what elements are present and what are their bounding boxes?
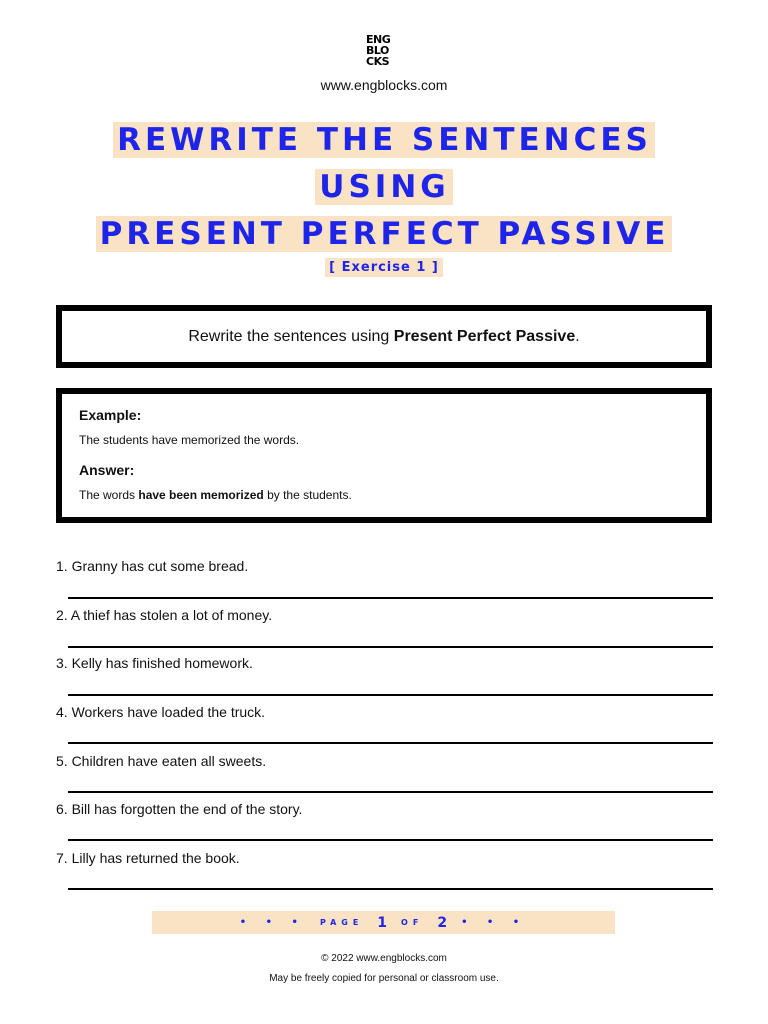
of-word: OF bbox=[401, 918, 424, 927]
answer-line-1[interactable] bbox=[68, 597, 713, 599]
title-line-3 bbox=[0, 216, 768, 252]
footer-note: May be freely copied for personal or classroom use. bbox=[269, 973, 499, 984]
answer-line-6[interactable] bbox=[68, 839, 713, 841]
dots-right: • • • bbox=[461, 917, 528, 928]
answer-suffix: by the students. bbox=[263, 488, 352, 502]
exercise-text: [ Exercise 1 ] bbox=[325, 258, 443, 277]
title-text: REWRITE THE SENTENCES bbox=[113, 122, 655, 158]
instruction-text bbox=[188, 328, 579, 346]
answer-line-5[interactable] bbox=[68, 791, 713, 793]
question-2: 2. A thief has stolen a lot of money. bbox=[56, 607, 273, 623]
answer-text bbox=[79, 488, 352, 502]
dots-left: • • • bbox=[239, 917, 306, 928]
answer-line-2[interactable] bbox=[68, 646, 713, 648]
question-6: 6. Bill has forgotten the end of the story. bbox=[56, 801, 303, 817]
title-text: USING bbox=[315, 169, 452, 205]
example-label: Example: bbox=[79, 407, 142, 423]
title-text: PRESENT PERFECT PASSIVE bbox=[96, 216, 673, 252]
question-3: 3. Kelly has finished homework. bbox=[56, 655, 253, 671]
question-1: 1. Granny has cut some bread. bbox=[56, 558, 249, 574]
page-indicator bbox=[152, 911, 615, 934]
page-word: PAGE bbox=[319, 918, 364, 927]
answer-bold: have been memorized bbox=[138, 488, 264, 502]
page-total: 2 bbox=[437, 914, 448, 931]
answer-line-3[interactable] bbox=[68, 694, 713, 696]
example-box bbox=[56, 388, 712, 523]
instruction-box bbox=[56, 305, 712, 368]
logo-line: BLO bbox=[366, 44, 389, 57]
instruction-prefix: Rewrite the sentences using bbox=[188, 327, 394, 345]
logo-line: ENG bbox=[366, 33, 391, 46]
question-5: 5. Children have eaten all sweets. bbox=[56, 753, 267, 769]
title-line-1 bbox=[0, 122, 768, 158]
answer-prefix: The words bbox=[79, 488, 139, 502]
site-url[interactable]: www.engblocks.com bbox=[320, 77, 448, 93]
engblocks-logo bbox=[366, 34, 402, 67]
question-4: 4. Workers have loaded the truck. bbox=[56, 704, 266, 720]
answer-line-7[interactable] bbox=[68, 888, 713, 890]
logo-line: CKS bbox=[366, 55, 390, 68]
answer-line-4[interactable] bbox=[68, 742, 713, 744]
answer-label: Answer: bbox=[79, 462, 135, 478]
title-line-2 bbox=[0, 169, 768, 205]
instruction-bold: Present Perfect Passive bbox=[393, 327, 576, 345]
page-current: 1 bbox=[377, 914, 388, 931]
example-text: The students have memorized the words. bbox=[79, 433, 300, 447]
question-7: 7. Lilly has returned the book. bbox=[56, 850, 240, 866]
exercise-label bbox=[0, 258, 768, 277]
footer-copyright: © 2022 www.engblocks.com bbox=[321, 953, 447, 964]
instruction-suffix: . bbox=[575, 327, 580, 345]
